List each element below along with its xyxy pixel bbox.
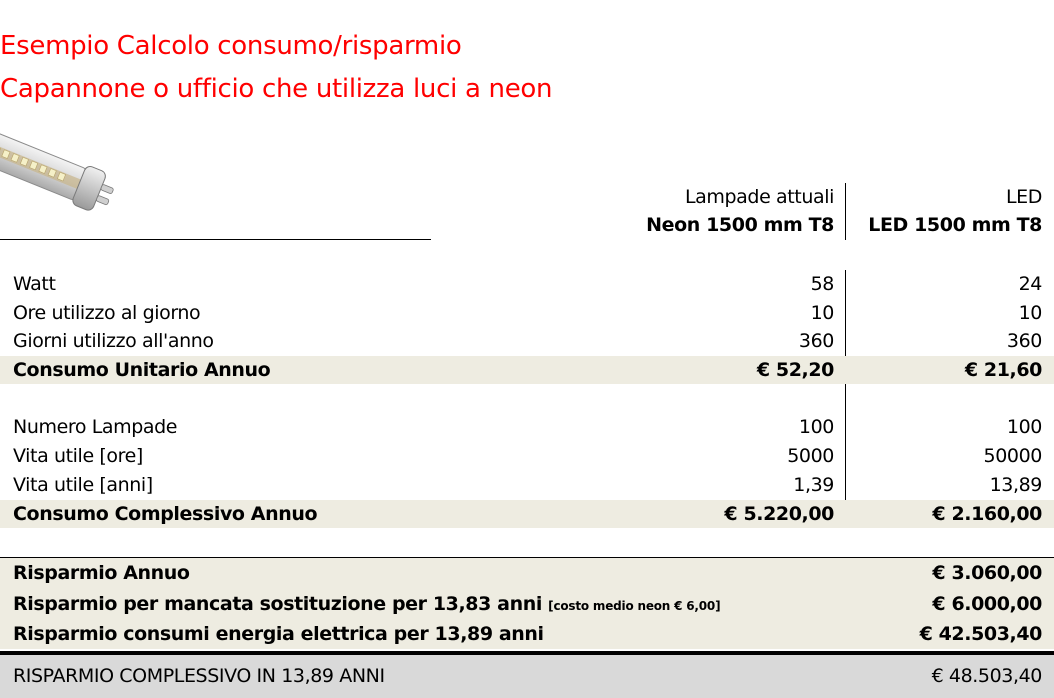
col1-header-2: Neon 1500 mm T8 — [646, 214, 834, 236]
row-neon-value: 58 — [810, 273, 834, 295]
row-led-value: 24 — [1018, 273, 1042, 295]
fluorescent-tube-icon — [0, 128, 118, 238]
row-neon-value: 10 — [810, 302, 834, 324]
savings-value: € 42.503,40 — [919, 623, 1042, 645]
row-label: Giorni utilizzo all'anno — [13, 330, 214, 352]
savings-value: € 6.000,00 — [932, 593, 1042, 615]
row-label: Ore utilizzo al giorno — [13, 302, 201, 324]
savings-label: Risparmio per mancata sostituzione per 13,83 anni — [13, 593, 542, 615]
row-led-value: 10 — [1018, 302, 1042, 324]
page-title-line1: Esempio Calcolo consumo/risparmio — [0, 31, 462, 61]
row-neon-value: 5000 — [787, 445, 834, 467]
row-led-value: 50000 — [983, 445, 1042, 467]
savings-row-2 — [13, 590, 720, 620]
column-divider-top — [845, 183, 846, 240]
row-led-value: € 21,60 — [964, 359, 1042, 381]
col1-header-1: Lampade attuali — [684, 186, 834, 208]
savings-value: € 3.060,00 — [932, 562, 1042, 584]
row-label: Watt — [13, 273, 56, 295]
row-led-value: 360 — [1006, 330, 1042, 352]
row-label: Consumo Complessivo Annuo — [13, 503, 318, 525]
savings-label: Risparmio Annuo — [13, 562, 190, 584]
grand-total-value: € 48.503,40 — [931, 665, 1042, 687]
col2-header-1: LED — [1005, 186, 1042, 208]
row-led-value: 100 — [1006, 416, 1042, 438]
row-neon-value: € 52,20 — [756, 359, 834, 381]
row-neon-value: € 5.220,00 — [724, 503, 834, 525]
page-title-line2: Capannone o ufficio che utilizza luci a neon — [0, 74, 553, 104]
col2-header-2: LED 1500 mm T8 — [868, 214, 1042, 236]
savings-note: [costo medio neon € 6,00] — [548, 599, 721, 613]
row-neon-value: 1,39 — [793, 474, 834, 496]
row-label: Vita utile [ore] — [13, 445, 143, 467]
row-neon-value: 360 — [798, 330, 834, 352]
row-led-value: 13,89 — [989, 474, 1042, 496]
row-label: Numero Lampade — [13, 416, 178, 438]
row-label: Vita utile [anni] — [13, 474, 153, 496]
column-divider-body — [845, 270, 846, 528]
row-led-value: € 2.160,00 — [932, 503, 1042, 525]
savings-label: Risparmio consumi energia elettrica per 13,89 anni — [13, 623, 544, 645]
row-neon-value: 100 — [798, 416, 834, 438]
header-divider — [0, 239, 431, 240]
row-label: Consumo Unitario Annuo — [13, 359, 271, 381]
grand-total-label: RISPARMIO COMPLESSIVO IN 13,89 ANNI — [13, 665, 385, 687]
